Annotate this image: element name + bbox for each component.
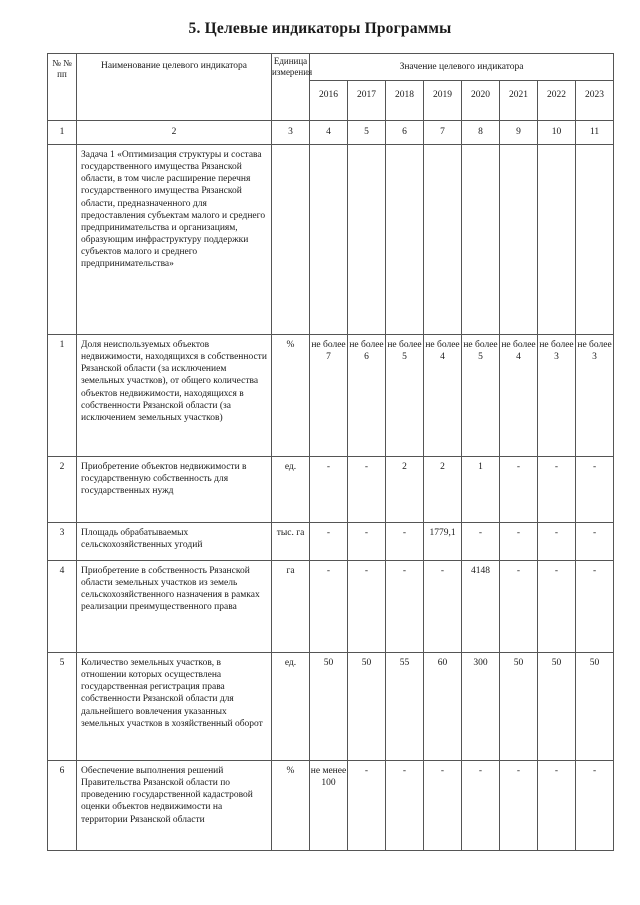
indicator-value: 50 <box>538 653 576 761</box>
indicator-name: Обеспечение выполнения решений Правительства Рязанской области по проведению государственной кадастровой оценки объектов недвижимости на территории Рязанской области <box>77 761 272 851</box>
indicator-name: Приобретение в собственность Рязанской области земельных участков из земель сельскохозяйственного назначения в рамках реализации преимущественного права <box>77 561 272 653</box>
indicator-value: не менее 100 <box>310 761 348 851</box>
indicators-table <box>47 53 614 851</box>
row-num: 1 <box>48 335 77 457</box>
table-row <box>48 653 614 761</box>
empty-cell <box>348 145 386 335</box>
indicator-value: 1 <box>462 457 500 523</box>
indicator-name: Приобретение объектов недвижимости в государственную собственность для государственных нужд <box>77 457 272 523</box>
indicator-value: - <box>500 561 538 653</box>
indicator-value: - <box>348 561 386 653</box>
year-cell: 2016 <box>310 81 348 121</box>
indicator-value: не более 5 <box>386 335 424 457</box>
year-cell: 2020 <box>462 81 500 121</box>
indicator-value: 50 <box>500 653 538 761</box>
indicator-unit: % <box>272 761 310 851</box>
column-number: 8 <box>462 121 500 145</box>
indicator-value: 50 <box>348 653 386 761</box>
indicator-value: - <box>310 523 348 561</box>
indicator-value: 4148 <box>462 561 500 653</box>
column-number: 5 <box>348 121 386 145</box>
table-row <box>48 335 614 457</box>
indicator-value: - <box>386 561 424 653</box>
empty-cell <box>310 145 348 335</box>
year-cell: 2018 <box>386 81 424 121</box>
row-num: 6 <box>48 761 77 851</box>
indicator-value: - <box>576 523 614 561</box>
column-number: 3 <box>272 121 310 145</box>
indicator-value: - <box>348 761 386 851</box>
indicator-value: - <box>386 761 424 851</box>
indicator-value: не более 3 <box>576 335 614 457</box>
indicator-value: не более 4 <box>500 335 538 457</box>
indicator-value: 50 <box>576 653 614 761</box>
page-title: 5. Целевые индикаторы Программы <box>188 20 452 37</box>
year-cell: 2023 <box>576 81 614 121</box>
indicator-name: Доля неиспользуемых объектов недвижимости, находящихся в собственности Рязанской области (за исключением земельных участков), от общего количества объектов недвижимости, находящихся в собственности Рязанской области (за исключением земельных участков) <box>77 335 272 457</box>
empty-cell <box>576 145 614 335</box>
task-num-cell <box>48 145 77 335</box>
indicator-unit: % <box>272 335 310 457</box>
column-number: 9 <box>500 121 538 145</box>
empty-cell <box>538 145 576 335</box>
header-name: Наименование целевого индикатора <box>77 54 272 121</box>
indicator-value: - <box>538 561 576 653</box>
indicator-value: - <box>386 523 424 561</box>
indicator-value: не более 7 <box>310 335 348 457</box>
indicator-unit: тыс. га <box>272 523 310 561</box>
empty-cell <box>500 145 538 335</box>
indicator-value: - <box>424 761 462 851</box>
indicator-value: - <box>310 457 348 523</box>
column-number: 2 <box>77 121 272 145</box>
indicator-value: 2 <box>424 457 462 523</box>
indicator-value: не более 5 <box>462 335 500 457</box>
year-cell: 2019 <box>424 81 462 121</box>
table-row <box>48 761 614 851</box>
table-row <box>48 457 614 523</box>
indicator-unit: га <box>272 561 310 653</box>
column-number: 10 <box>538 121 576 145</box>
indicator-value: не более 4 <box>424 335 462 457</box>
task-text: Задача 1 «Оптимизация структуры и состава государственного имущества Рязанской области, в том числе расширение перечня государственного имущества Рязанской области, предназначенного для предоставления субъектам малого и среднего предпринимательства и организациям, образующим инфраструктуру поддержки субъектов малого и среднего предпринимательства» <box>77 145 272 335</box>
year-cell: 2017 <box>348 81 386 121</box>
indicator-value: 300 <box>462 653 500 761</box>
header-unit: Единица измерения <box>272 54 310 121</box>
column-number-row <box>48 121 614 145</box>
empty-cell <box>386 145 424 335</box>
indicator-value: - <box>500 457 538 523</box>
row-num: 4 <box>48 561 77 653</box>
column-number: 4 <box>310 121 348 145</box>
indicator-name: Количество земельных участков, в отношении которых осуществлена государственная регистрация права собственности Рязанской области для дальнейшего вовлечения указанных земельных участков в хозяйственный оборот <box>77 653 272 761</box>
indicator-value: 1779,1 <box>424 523 462 561</box>
indicator-value: - <box>462 761 500 851</box>
column-number: 7 <box>424 121 462 145</box>
indicator-value: - <box>500 761 538 851</box>
indicator-value: - <box>348 457 386 523</box>
indicator-value: 55 <box>386 653 424 761</box>
indicator-value: - <box>576 561 614 653</box>
row-num: 5 <box>48 653 77 761</box>
indicator-value: - <box>462 523 500 561</box>
header-num: № № пп <box>48 54 77 121</box>
indicator-value: 50 <box>310 653 348 761</box>
row-num: 2 <box>48 457 77 523</box>
indicator-unit: ед. <box>272 457 310 523</box>
column-number: 1 <box>48 121 77 145</box>
header-value-group: Значение целевого индикатора <box>310 54 614 81</box>
empty-cell <box>462 145 500 335</box>
year-cell: 2021 <box>500 81 538 121</box>
indicator-value: - <box>310 561 348 653</box>
year-cell: 2022 <box>538 81 576 121</box>
table-row <box>48 561 614 653</box>
indicator-value: - <box>576 761 614 851</box>
column-number: 6 <box>386 121 424 145</box>
indicator-value: - <box>348 523 386 561</box>
column-number: 11 <box>576 121 614 145</box>
indicator-value: - <box>538 457 576 523</box>
indicator-value: не более 6 <box>348 335 386 457</box>
indicator-value: - <box>576 457 614 523</box>
indicator-value: - <box>424 561 462 653</box>
indicator-value: 60 <box>424 653 462 761</box>
indicator-value: - <box>500 523 538 561</box>
task-row <box>48 145 614 335</box>
indicator-unit: ед. <box>272 653 310 761</box>
table-row <box>48 523 614 561</box>
row-num: 3 <box>48 523 77 561</box>
indicator-value: - <box>538 523 576 561</box>
indicator-name: Площадь обрабатываемых сельскохозяйственных угодий <box>77 523 272 561</box>
indicator-value: - <box>538 761 576 851</box>
empty-cell <box>424 145 462 335</box>
indicator-value: не более 3 <box>538 335 576 457</box>
empty-cell <box>272 145 310 335</box>
indicator-value: 2 <box>386 457 424 523</box>
